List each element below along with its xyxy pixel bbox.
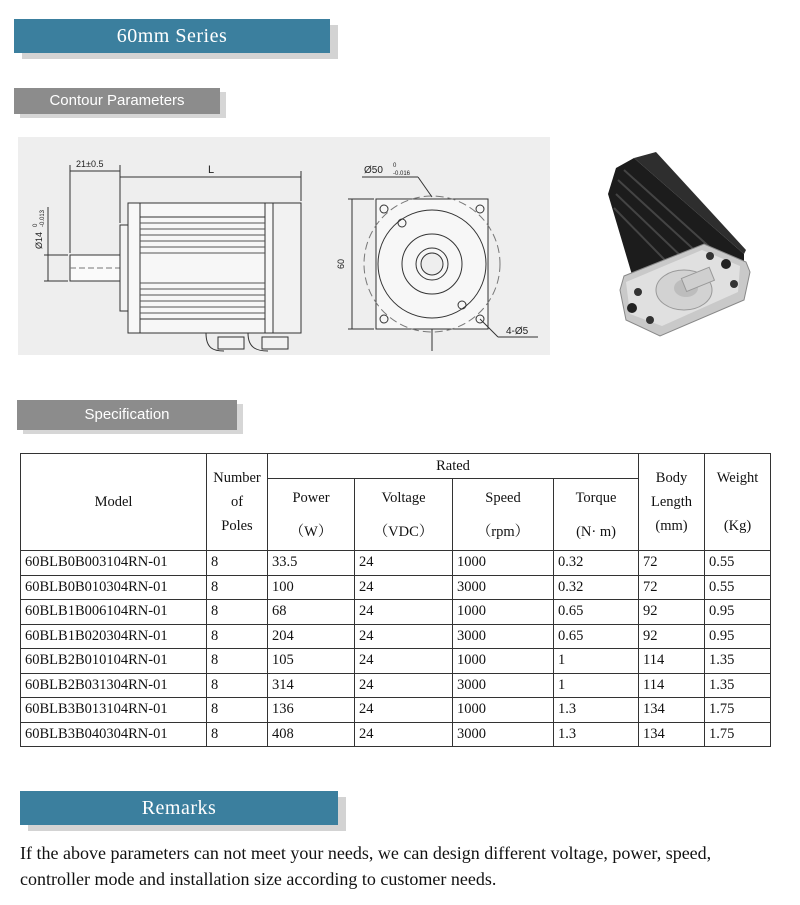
cell-weight: 1.35	[705, 649, 771, 674]
dim-shaft-diameter: Ø14	[34, 231, 44, 249]
col-weight: Weight (Kg)	[705, 454, 771, 551]
col-torque: Torque (N· m)	[554, 479, 639, 551]
table-row	[21, 575, 771, 600]
dim-pilot-tol-bottom: -0.016	[393, 171, 411, 177]
col-speed: Speed （rpm）	[453, 479, 554, 551]
motor-photo	[594, 150, 754, 340]
cell-power: 105	[268, 649, 355, 674]
col-voltage: Voltage （VDC）	[355, 479, 453, 551]
cell-weight: 0.95	[705, 624, 771, 649]
table-row	[21, 600, 771, 625]
cell-speed: 3000	[453, 624, 554, 649]
table-row	[21, 551, 771, 576]
dim-body-length: L	[208, 164, 215, 176]
specification-header: Specification	[17, 400, 237, 430]
cell-poles: 8	[207, 600, 268, 625]
cell-poles: 8	[207, 722, 268, 747]
cell-voltage: 24	[355, 624, 453, 649]
cell-weight: 0.55	[705, 575, 771, 600]
table-row	[21, 649, 771, 674]
cell-speed: 1000	[453, 698, 554, 723]
cell-length: 92	[639, 600, 705, 625]
cell-length: 114	[639, 673, 705, 698]
cell-model: 60BLB3B040304RN-01	[21, 722, 207, 747]
dim-shaft-tol-top: 0	[33, 223, 39, 227]
series-header: 60mm Series	[14, 19, 330, 53]
specification-table	[20, 453, 771, 747]
cell-weight: 1.35	[705, 673, 771, 698]
cell-speed: 1000	[453, 649, 554, 674]
cell-length: 92	[639, 624, 705, 649]
cell-length: 72	[639, 575, 705, 600]
cell-voltage: 24	[355, 698, 453, 723]
dim-shaft-length: 21±0.5	[76, 159, 104, 169]
cell-weight: 0.55	[705, 551, 771, 576]
cell-torque: 0.32	[554, 575, 639, 600]
cell-power: 204	[268, 624, 355, 649]
cell-torque: 1	[554, 649, 639, 674]
remarks-text: If the above parameters can not meet your needs, we can design different voltage, power, speed, controller mode and installation size according to customer needs.	[20, 843, 712, 889]
cell-power: 314	[268, 673, 355, 698]
cell-voltage: 24	[355, 575, 453, 600]
cell-poles: 8	[207, 551, 268, 576]
cell-torque: 1	[554, 673, 639, 698]
table-row	[21, 722, 771, 747]
cell-model: 60BLB1B006104RN-01	[21, 600, 207, 625]
dim-pilot-diameter: Ø50	[364, 165, 383, 176]
cell-voltage: 24	[355, 649, 453, 674]
cell-power: 408	[268, 722, 355, 747]
col-model: Model	[21, 454, 207, 551]
cell-poles: 8	[207, 575, 268, 600]
cell-power: 33.5	[268, 551, 355, 576]
dim-shaft-tol-bottom: -0.013	[40, 209, 46, 227]
cell-weight: 0.95	[705, 600, 771, 625]
cell-torque: 0.32	[554, 551, 639, 576]
col-rated-group: Rated	[268, 454, 639, 479]
cell-model: 60BLB0B003104RN-01	[21, 551, 207, 576]
cell-speed: 3000	[453, 575, 554, 600]
cell-voltage: 24	[355, 722, 453, 747]
cell-torque: 0.65	[554, 600, 639, 625]
cell-speed: 3000	[453, 722, 554, 747]
cell-poles: 8	[207, 673, 268, 698]
cell-speed: 1000	[453, 600, 554, 625]
table-row	[21, 624, 771, 649]
cell-torque: 1.3	[554, 698, 639, 723]
col-body-length: Body Length (mm)	[639, 454, 705, 551]
cell-power: 100	[268, 575, 355, 600]
cell-weight: 1.75	[705, 722, 771, 747]
cell-model: 60BLB2B010104RN-01	[21, 649, 207, 674]
cell-speed: 1000	[453, 551, 554, 576]
dim-square: 60	[336, 258, 346, 269]
cell-poles: 8	[207, 649, 268, 674]
cell-weight: 1.75	[705, 698, 771, 723]
cell-model: 60BLB1B020304RN-01	[21, 624, 207, 649]
cell-voltage: 24	[355, 551, 453, 576]
contour-parameters-header: Contour Parameters	[14, 88, 220, 114]
cell-voltage: 24	[355, 600, 453, 625]
remarks-header: Remarks	[20, 791, 338, 825]
dim-mounting-holes: 4-Ø5	[506, 326, 529, 337]
cell-model: 60BLB0B010304RN-01	[21, 575, 207, 600]
cell-poles: 8	[207, 698, 268, 723]
cell-power: 136	[268, 698, 355, 723]
cell-torque: 0.65	[554, 624, 639, 649]
cell-model: 60BLB2B031304RN-01	[21, 673, 207, 698]
cell-length: 134	[639, 722, 705, 747]
col-power: Power （W）	[268, 479, 355, 551]
cell-speed: 3000	[453, 673, 554, 698]
cell-power: 68	[268, 600, 355, 625]
cell-length: 114	[639, 649, 705, 674]
cell-model: 60BLB3B013104RN-01	[21, 698, 207, 723]
table-row	[21, 698, 771, 723]
cell-length: 72	[639, 551, 705, 576]
dim-pilot-tol-top: 0	[393, 163, 397, 169]
cell-poles: 8	[207, 624, 268, 649]
cell-length: 134	[639, 698, 705, 723]
col-poles: Number of Poles	[207, 454, 268, 551]
cell-torque: 1.3	[554, 722, 639, 747]
table-row	[21, 673, 771, 698]
contour-drawing	[18, 137, 550, 355]
cell-voltage: 24	[355, 673, 453, 698]
